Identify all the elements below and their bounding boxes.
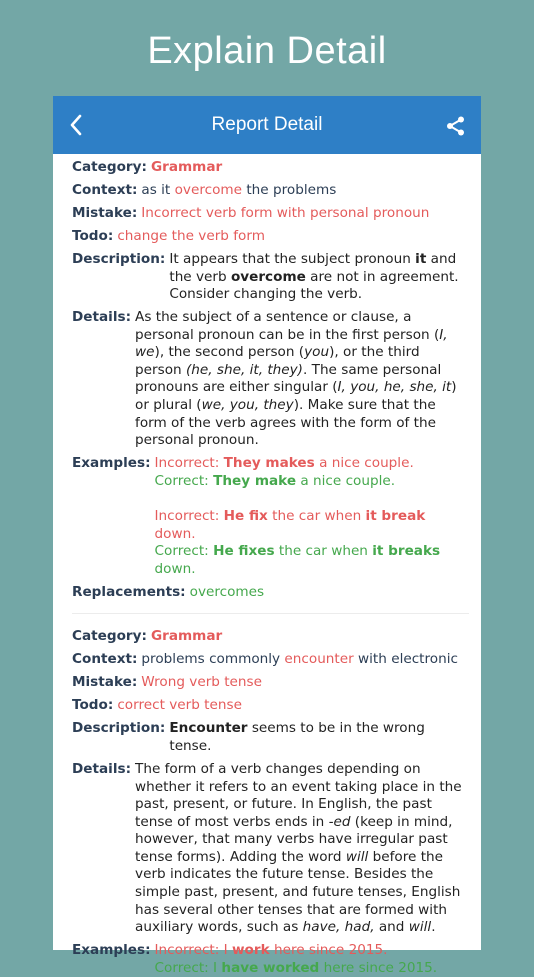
details-part: and: [374, 919, 409, 936]
share-icon[interactable]: [445, 115, 467, 137]
example-mid: the car when: [274, 543, 373, 560]
details-value: [135, 761, 469, 937]
example-bold: He fix: [223, 508, 268, 525]
desc-bold: overcome: [230, 268, 306, 285]
example-spacer: [155, 490, 469, 508]
chevron-left-icon[interactable]: [67, 113, 87, 137]
category-value: Grammar: [150, 628, 223, 645]
desc-bold: Encounter: [169, 720, 248, 737]
example-prefix: Correct:: [154, 472, 214, 489]
example-bold: have worked: [221, 959, 320, 976]
context-after: the problems: [242, 181, 337, 198]
example-correct: [155, 960, 469, 977]
examples-label: Examples:: [72, 455, 151, 472]
context-row: [72, 182, 469, 200]
description-label: Description:: [72, 720, 166, 737]
example-prefix: Correct: I: [154, 959, 222, 976]
example-prefix: Incorrect:: [154, 455, 224, 472]
context-after: with electronic: [353, 651, 458, 668]
details-italic: will: [408, 919, 432, 936]
examples-label: Examples:: [72, 942, 151, 959]
report-divider: [72, 613, 469, 614]
app-screen: [53, 96, 481, 976]
category-row: [72, 159, 469, 177]
context-before: problems commonly: [141, 651, 285, 668]
details-part: . The same personal pronouns are either singular (: [135, 361, 442, 396]
mistake-row: [72, 205, 469, 223]
todo-value: change the verb form: [117, 227, 265, 244]
desc-part: are not in agreement. Consider changing the verb.: [169, 268, 459, 303]
context-word: overcome: [174, 181, 243, 198]
details-italic: will: [345, 848, 369, 865]
promo-title: Explain Detail: [147, 30, 387, 72]
details-part: As the subject of a sentence or clause, a personal pronoun can be in the first person (: [135, 309, 440, 343]
description-row: [72, 251, 469, 304]
description-value: [169, 720, 469, 755]
example-rest: here since 2015.: [319, 959, 438, 976]
desc-part: It appears that the subject pronoun: [169, 250, 416, 267]
example-mid: the car when: [267, 508, 366, 525]
context-value: [141, 182, 469, 200]
nav-title: Report Detail: [211, 114, 323, 135]
details-row: [72, 761, 469, 937]
details-value: [135, 309, 469, 450]
examples-row: [72, 942, 469, 977]
description-label: Description:: [72, 250, 166, 267]
example-prefix: Incorrect: I: [154, 942, 232, 959]
example-correct: [155, 543, 469, 578]
context-word: encounter: [284, 651, 354, 668]
details-italic: -ed: [328, 813, 351, 830]
todo-label: Todo:: [72, 697, 114, 714]
details-part: The form of a verb changes depending on whether it refers to an event taking place in the past, present, or future. In English, the past tense of most verbs ends in: [135, 760, 462, 830]
desc-bold: it: [415, 250, 427, 267]
details-italic: we, you, they: [201, 397, 294, 414]
details-italic: you: [304, 344, 330, 361]
example-bold: He fixes: [213, 543, 275, 560]
mistake-label: Mistake:: [72, 204, 138, 221]
details-italic: I, we: [135, 326, 448, 361]
details-part: before the verb indicates the future tense. Besides the simple past, present, and future tenses, English has several other tenses that are formed with auxiliary words, such as: [135, 848, 461, 936]
details-part: ). Make sure that the form of the verb agrees with the form of the personal pronoun.: [135, 397, 436, 449]
details-label: Details:: [72, 760, 132, 777]
replacements-row: [72, 584, 469, 602]
examples-row: [72, 455, 469, 578]
details-label: Details:: [72, 309, 132, 326]
mistake-value: Incorrect verb form with personal pronoun: [141, 204, 430, 221]
example-incorrect: [155, 455, 469, 473]
example-prefix: Incorrect:: [154, 508, 224, 525]
details-italic: I, you, he, she, it: [337, 379, 452, 396]
details-part: .: [431, 919, 436, 936]
example-rest: down.: [154, 560, 196, 577]
todo-row: [72, 228, 469, 246]
example-bold: work: [232, 942, 270, 959]
description-value: [169, 251, 469, 304]
example-bold: They make: [213, 472, 297, 489]
example-prefix: Correct:: [154, 543, 214, 560]
report-card: [72, 159, 469, 601]
details-italic: (he, she, it, they): [185, 361, 303, 378]
example-rest: here since 2015.: [269, 942, 388, 959]
description-row: [72, 720, 469, 755]
context-value: [141, 651, 469, 669]
mistake-row: [72, 674, 469, 692]
category-value: Grammar: [150, 159, 223, 175]
todo-label: Todo:: [72, 227, 114, 244]
details-part: ) or plural (: [135, 379, 457, 414]
details-row: [72, 309, 469, 450]
context-row: [72, 651, 469, 669]
replacements-label: Replacements:: [72, 583, 186, 600]
example-rest: a nice couple.: [296, 472, 396, 489]
example-incorrect: [155, 942, 469, 960]
context-before: as it: [141, 181, 175, 198]
example-bold: it break: [365, 508, 426, 525]
todo-value: correct verb tense: [117, 697, 242, 714]
example-correct: [155, 473, 469, 491]
example-incorrect: [155, 508, 469, 543]
context-label: Context:: [72, 181, 138, 198]
desc-part: and the verb: [169, 250, 457, 285]
replacement-suggestion[interactable]: overcomes: [189, 583, 265, 600]
mistake-value: Wrong verb tense: [141, 674, 262, 691]
example-bold: They makes: [223, 455, 315, 472]
desc-part: seems to be in the wrong tense.: [169, 720, 425, 754]
mistake-label: Mistake:: [72, 674, 138, 691]
category-label: Category:: [72, 628, 147, 645]
report-list: [53, 154, 481, 977]
navigation-bar: [53, 96, 481, 154]
examples-value: [155, 942, 469, 977]
details-part: ), the second person (: [154, 344, 305, 361]
example-bold: it breaks: [372, 543, 441, 560]
report-card: [72, 628, 469, 977]
context-label: Context:: [72, 651, 138, 668]
category-row: [72, 628, 469, 646]
todo-row: [72, 697, 469, 715]
example-rest: a nice couple.: [314, 455, 414, 472]
examples-value: [155, 455, 469, 578]
example-rest: down.: [154, 525, 196, 542]
details-part: (keep in mind, however, that many verbs have irregular past tense forms). Adding the word: [135, 813, 453, 865]
details-part: ), or the third person: [135, 344, 420, 378]
category-label: Category:: [72, 159, 147, 175]
details-italic: have, had,: [302, 919, 375, 936]
